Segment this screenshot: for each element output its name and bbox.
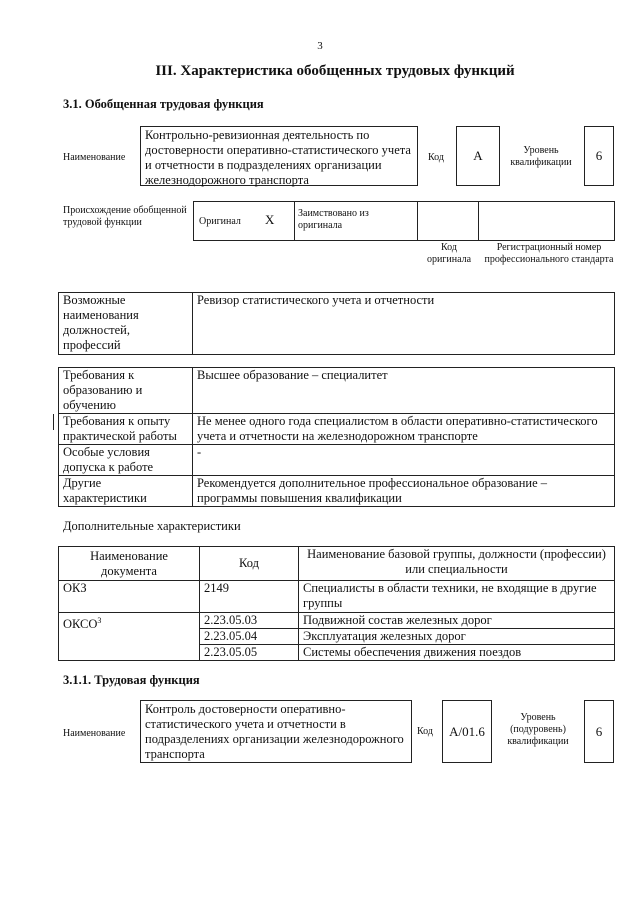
okz-name: Специалисты в области техники, не входящие в другие группы bbox=[299, 581, 615, 613]
okso-code-2: 2.23.05.04 bbox=[200, 629, 299, 645]
tf-name-value: Контроль достоверности оперативно-статистического учета и отчетности в подразделениях организации железнодорожного транспорта bbox=[140, 700, 412, 763]
req-admission-value: - bbox=[193, 445, 615, 476]
section-heading-3-1-1: 3.1.1. Трудовая функция bbox=[63, 673, 200, 687]
col-name-header: Наименование базовой группы, должности (профессии) или специальности bbox=[299, 547, 615, 581]
okso-doc bbox=[59, 613, 200, 661]
requirements-table bbox=[58, 367, 615, 507]
tf-level-label: Уровень (подуровень) квалификации bbox=[507, 712, 569, 747]
req-experience-value: Не менее одного года специалистом в области оперативно-статистического учета и отчетности на железнодорожном транспорте bbox=[193, 414, 615, 445]
gtf-name-label: Наименование bbox=[63, 152, 126, 163]
req-other-label: Другие характеристики bbox=[59, 476, 193, 507]
origin-label: Происхождение обобщенной трудовой функции bbox=[63, 205, 187, 228]
page-title: III. Характеристика обобщенных трудовых функций bbox=[155, 63, 515, 79]
origin-reg-number-label: Регистрационный номер профессионального стандарта bbox=[484, 242, 614, 265]
gtf-name-value: Контрольно-ревизионная деятельность по достоверности оперативно-статистического учета и отчетности в подразделениях организации железнодорожного транспорта bbox=[140, 126, 418, 186]
additional-heading: Дополнительные характеристики bbox=[63, 519, 241, 533]
okz-doc: ОКЗ bbox=[59, 581, 200, 613]
okso-name-1: Подвижной состав железных дорог bbox=[299, 613, 615, 629]
positions-value: Ревизор статистического учета и отчетности bbox=[193, 293, 615, 355]
okso-name-3: Системы обеспечения движения поездов bbox=[299, 645, 615, 661]
margin-mark bbox=[53, 414, 54, 430]
col-doc-header: Наименование документа bbox=[59, 547, 200, 581]
okso-name-2: Эксплуатация железных дорог bbox=[299, 629, 615, 645]
tf-code-label: Код bbox=[417, 726, 433, 737]
okz-code: 2149 bbox=[200, 581, 299, 613]
tf-name-label: Наименование bbox=[63, 728, 126, 739]
additional-table bbox=[58, 546, 615, 661]
okso-footnote: 3 bbox=[97, 616, 102, 625]
origin-original-mark: X bbox=[265, 212, 275, 227]
tf-level-value: 6 bbox=[584, 700, 614, 763]
section-heading-3-1: 3.1. Обобщенная трудовая функция bbox=[63, 97, 264, 111]
gtf-level-value: 6 bbox=[584, 126, 614, 186]
okso-code-3: 2.23.05.05 bbox=[200, 645, 299, 661]
req-education-value: Высшее образование – специалитет bbox=[193, 368, 615, 414]
okso-doc-text: ОКСО bbox=[63, 617, 98, 632]
col-code-header: Код bbox=[200, 547, 299, 581]
gtf-code-value: А bbox=[456, 126, 500, 186]
req-education-label: Требования к образованию и обучению bbox=[59, 368, 193, 414]
page-number: 3 bbox=[317, 40, 323, 52]
origin-code-label: Код оригинала bbox=[426, 242, 472, 265]
tf-code-value: A/01.6 bbox=[442, 700, 492, 763]
positions-label: Возможные наименования должностей, профессий bbox=[59, 293, 193, 355]
gtf-code-label: Код bbox=[428, 152, 444, 163]
okso-code-1: 2.23.05.03 bbox=[200, 613, 299, 629]
req-other-value: Рекомендуется дополнительное профессиональное образование – программы повышения квалификации bbox=[193, 476, 615, 507]
req-experience-label: Требования к опыту практической работы bbox=[59, 414, 193, 445]
gtf-level-label: Уровень квалификации bbox=[510, 145, 572, 168]
origin-borrowed-label: Заимствовано из оригинала bbox=[298, 208, 369, 231]
positions-table bbox=[58, 292, 615, 355]
req-admission-label: Особые условия допуска к работе bbox=[59, 445, 193, 476]
origin-original-label: Оригинал bbox=[199, 216, 241, 227]
